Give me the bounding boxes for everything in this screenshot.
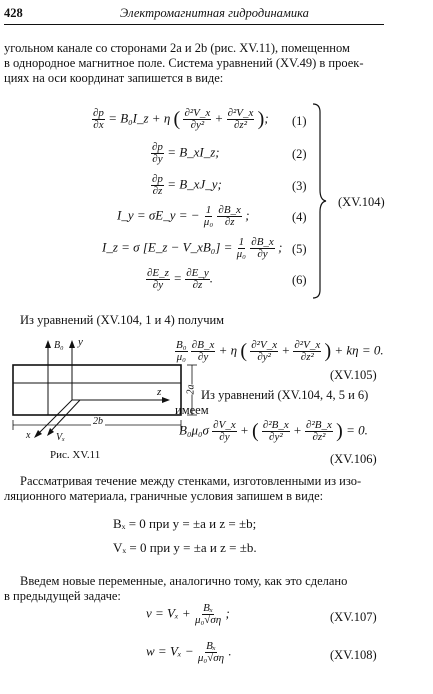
intro-line-1: угольном канале со сторонами 2a и 2b (рис. XV.11), помещенном [4,41,350,55]
eq107-tail: ; [225,605,230,621]
fig-label-2b: 2b [93,416,103,427]
equation-107 [146,603,230,626]
equation-108 [146,641,232,664]
eq5-f-num: 1 [238,236,245,248]
eq105-tail: + kη = 0. [334,342,384,358]
eq106-c-num: ∂²B_x [306,419,332,431]
eq108-label: (XV.108) [330,648,377,662]
eq106-a-num: ∂V_x [213,419,236,431]
eq105-label: (XV.105) [330,368,377,382]
intro-line-2: в однородное магнитное поле. Система уравнений (XV.49) в проек- [4,56,364,70]
eq105-c-den: ∂y² [257,351,271,363]
eq1-f1-num: ∂²V_x [184,107,211,119]
text-4-line-2: в предыдущей задаче: [4,589,121,603]
eq6-b-den: ∂z [192,279,203,291]
eq4-g-den: ∂z [224,216,235,228]
boundary-condition-2: Vₓ = 0 при y = ±a и z = ±b. [113,540,257,555]
eq1-mid: = B₀I_z + η [108,110,171,126]
eq106-lead: B₀μ₀σ [179,422,209,438]
eq105-a-num: B₀ [176,339,187,351]
eq2-label: (2) [292,147,307,161]
eq2-lhs-den: ∂y [152,153,163,165]
equation-1: $\frac{\partial p}{\partial x}$ = B₀I_z + η ( $\frac{\text{∂²V\_x}}{\text{∂y²}}$ + $\frac{\text{∂²V\_x}}{\text{∂z²}}$ ); [93,107,269,131]
equation-6: $\frac{\partial E\_z}{\partial y}$ = $\frac{\partial E\_y}{\partial z}$ . [147,267,214,291]
eq1-f2-den: ∂z² [233,119,247,131]
eq4-g-num: ∂B_x [218,204,241,216]
eq5-g-num: ∂B_x [251,236,274,248]
channel-rect [13,365,181,415]
fig-label-z: z [157,386,162,398]
eq1-f2-num: ∂²V_x [227,107,254,119]
equation-106: B₀μ₀σ $\frac{\partial V\_x}{\partial y}$ + ( $\frac{\text{∂²B\_x}}{\text{∂y²}}$ + $\frac{\text{∂²B\_x}}{\text{∂z²}}$ ) = 0. [179,419,368,443]
eq5-label: (5) [292,242,307,256]
eq106-a-den: ∂y [219,431,230,443]
fig-label-vx: Vₓ [56,432,65,443]
eq105-b-num: ∂B_x [191,339,215,351]
eq4-label: (4) [292,210,307,224]
boundary-condition-1: Bₓ = 0 при y = ±a и z = ±b; [113,516,257,531]
eq3-lhs-num: ∂p [152,173,163,185]
eq6-b-num: ∂E_y [186,267,209,279]
text-2-line-1: Из уравнений (XV.104, 4, 5 и 6) [201,388,369,402]
eq1-lhs-den: ∂x [93,119,104,131]
text-3-line-2: ляционного материала, граничные условия запишем в виде: [4,489,324,503]
y-arrowhead [69,340,75,348]
eq6-a-den: ∂y [152,279,164,291]
eq4-lhs: I_y = σE_y = − [117,207,200,223]
figure-caption: Рис. XV.11 [50,449,101,461]
eq3-label: (3) [292,179,307,193]
eq4-tail: ; [245,207,250,223]
eq5-lhs: I_z = σ [E_z − V_xB₀] = [102,239,233,255]
eq107-num: Bₓ [203,602,214,614]
eq3-lhs-den: ∂z [152,185,163,197]
eq106-label: (XV.106) [330,452,377,466]
eq1-lhs-num: ∂p [93,107,104,119]
eq5-f-den: μ₀ [236,248,247,260]
fig-label-y: y [78,336,83,348]
eq108-lhs: w = Vₓ − [146,643,194,659]
eq5-tail: ; [278,239,283,255]
eq105-d-num: ∂²V_x [294,339,321,351]
text-4-line-1: Введем новые переменные, аналогично тому, как это сделано [20,574,348,588]
eq105-c-num: ∂²V_x [251,339,278,351]
eq106-b-den: ∂y² [269,431,283,443]
eq105-eta: + η [218,342,238,358]
text-1: Из уравнений (XV.104, 1 и 4) получим [20,313,225,327]
z-arrowhead [162,397,170,403]
eq108-den: μ₀√ση [197,652,225,664]
system-label: (XV.104) [338,195,385,209]
fig-label-x: x [26,430,31,441]
eq106-tail: = 0. [346,422,368,438]
page-number: 428 [4,6,23,20]
eq106-c-den: ∂z² [312,431,326,443]
text-3-line-1: Рассматривая течение между стенками, изготовленными из изо- [20,474,362,488]
eq107-label: (XV.107) [330,610,377,624]
eq105-d-den: ∂z² [300,351,314,363]
x-axis [38,400,72,434]
eq106-b-num: ∂²B_x [262,419,289,431]
fig-label-b0: B₀ [54,340,64,351]
eq2-rhs: = B_xI_z; [167,144,220,160]
fig-label-2a: 2a [185,384,197,395]
running-title: Электромагнитная гидродинамика [120,6,309,20]
eq107-lhs: v = Vₓ + [146,605,191,621]
eq2-lhs-num: ∂p [152,141,163,153]
eq5-g-den: ∂y [257,248,268,260]
eq105-b-den: ∂y [197,351,209,363]
equation-105: $\frac{\text{B₀}}{\text{μ₀}}$ $\frac{\partial B\_x}{\partial y}$ + η ( $\frac{\text{∂²V\_x}}{\text{∂y²}}$ + $\frac{\text{∂²V\_x}}{\text{∂z²}}$ ) + kη = 0. [176,339,384,363]
vx-arrow [50,400,80,432]
eq4-f-num: 1 [205,204,212,216]
eq3-rhs: = B_xJ_y; [167,176,222,192]
eq107-den: μ₀√ση [194,614,222,626]
text-2-line-2: имеем [175,403,209,417]
eq108-tail: . [228,643,232,659]
eq4-f-den: μ₀ [203,216,214,228]
eq108-num: Bₓ [206,640,216,652]
eq1-f1-den: ∂y² [190,119,205,131]
eq6-label: (6) [292,273,307,287]
b0-arrowhead [45,340,51,348]
eq6-a-num: ∂E_z [147,267,169,279]
eq105-a-den: μ₀ [176,351,186,363]
intro-line-3: циях на оси координат запишется в виде: [4,71,224,85]
eq1-label: (1) [292,114,307,128]
